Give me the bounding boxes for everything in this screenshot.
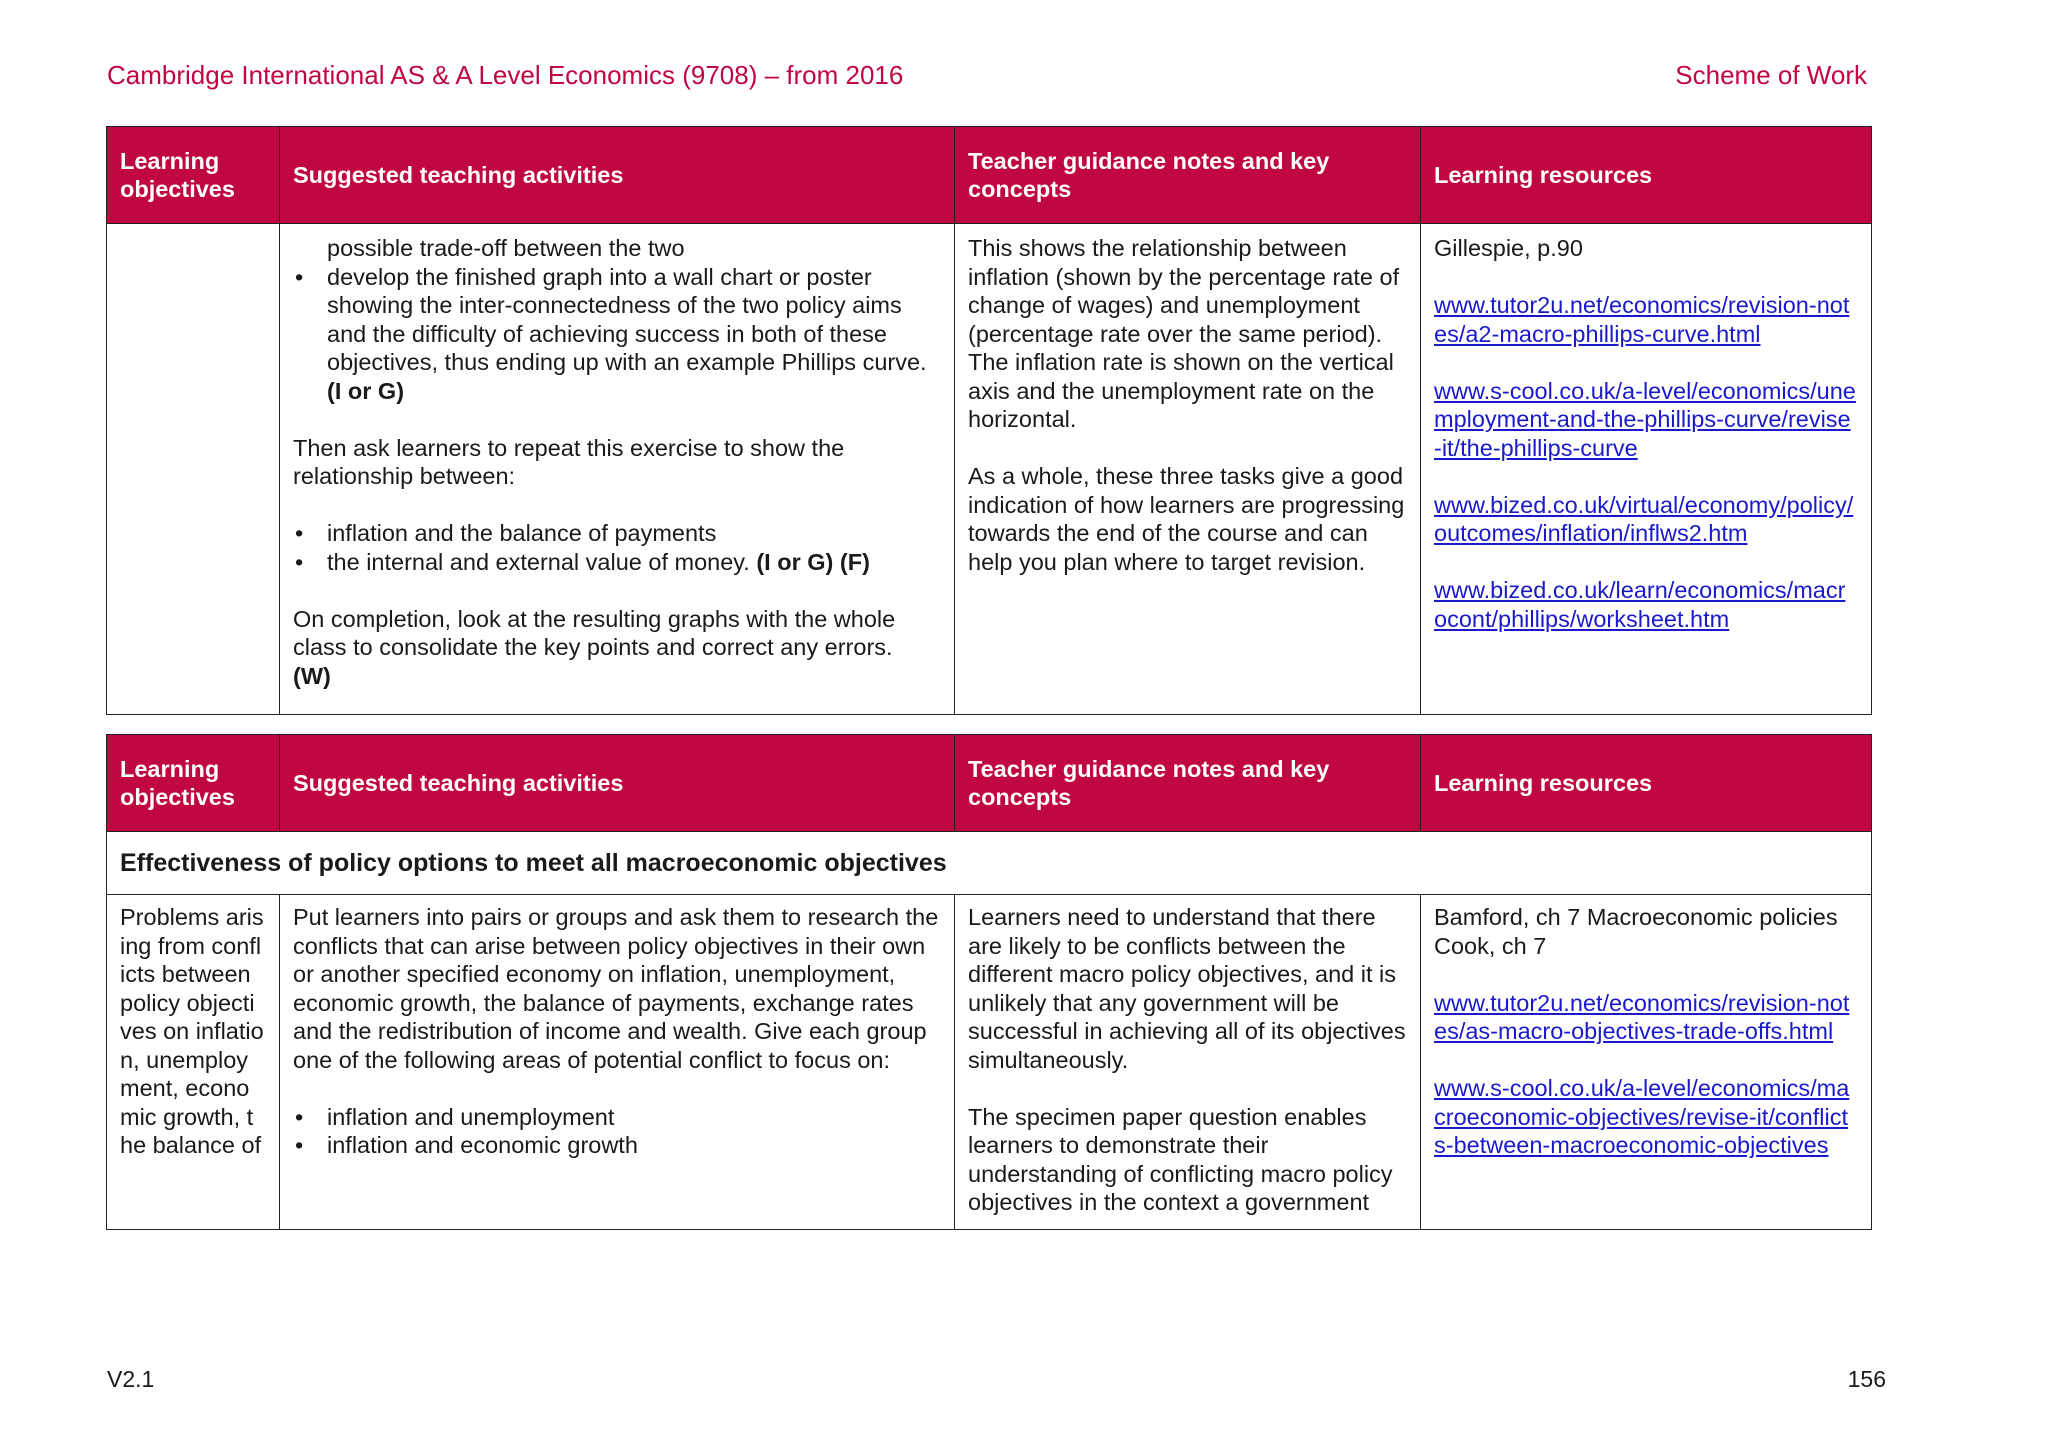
header-guidance-notes: Teacher guidance notes and key concepts	[955, 735, 1421, 832]
activities-cell	[280, 895, 955, 1230]
activity-paragraph: Then ask learners to repeat this exercise to show the relationship between:	[293, 434, 845, 489]
resource-link-tutor2u[interactable]: www.tutor2u.net/economics/revision-notes/as-macro-objectives-trade-offs.html	[1434, 989, 1850, 1044]
document-title: Cambridge International AS & A Level Economics (9708) – from 2016	[107, 60, 904, 90]
table-row	[107, 895, 1872, 1230]
header-learning-objectives: Learning objectives	[107, 127, 280, 224]
resources-cell	[1421, 224, 1872, 715]
guidance-paragraph: The specimen paper question enables learners to demonstrate their understanding of conflicting macro policy objectives in the context a government	[968, 1103, 1393, 1215]
list-item: • inflation and the balance of payments	[293, 519, 941, 548]
guidance-cell	[955, 895, 1421, 1230]
list-item: • inflation and unemployment	[293, 1103, 941, 1132]
table-row	[107, 224, 1872, 715]
header-guidance-notes: Teacher guidance notes and key concepts	[955, 127, 1421, 224]
grouping-tag: (I or G) (F)	[756, 548, 870, 575]
list-item: • develop the finished graph into a wall chart or poster showing the inter-connectedness of the two policy aims and the difficulty of achieving success in both of these objectives, thus ending up with an example Phillips curve. (I or G)	[293, 263, 941, 406]
resource-book: Gillespie, p.90	[1434, 235, 1583, 261]
resource-link-scool[interactable]: www.s-cool.co.uk/a-level/economics/macroeconomic-objectives/revise-it/conflicts-between-macroeconomic-objectives	[1434, 1075, 1850, 1158]
resource-book: Cook, ch 7	[1434, 932, 1547, 959]
learning-objective: Problems arising from conflicts between policy objectives on inflation, unemployment, economic growth, the balance of	[120, 904, 264, 1158]
page-number: 156	[1847, 1366, 1886, 1392]
resources-cell	[1421, 895, 1872, 1230]
resource-link-bized-virtual[interactable]: www.bized.co.uk/virtual/economy/policy/outcomes/inflation/inflws2.htm	[1434, 491, 1854, 546]
table-header-row	[107, 735, 1872, 832]
section-title: Effectiveness of policy options to meet all macroeconomic objectives	[107, 832, 1872, 895]
grouping-tag: (I or G)	[327, 377, 405, 404]
resource-link-bized-learn[interactable]: www.bized.co.uk/learn/economics/macrocont/phillips/worksheet.htm	[1434, 577, 1846, 632]
grouping-tag: (W)	[293, 662, 331, 689]
activities-cell	[280, 224, 955, 715]
activity-paragraph: Put learners into pairs or groups and ask them to research the conflicts that can arise between policy objectives in their own or another specified economy on inflation, unemployment, economic growth, the balance of payments, exchange rates and the redistribution of income and wealth. Give each group one of the following areas of potential conflict to focus on:	[293, 904, 939, 1073]
activity-list	[293, 263, 941, 406]
resource-link-scool[interactable]: www.s-cool.co.uk/a-level/economics/unemployment-and-the-phillips-curve/revise-it/the-phillips-curve	[1434, 377, 1856, 461]
activity-list	[293, 1103, 941, 1160]
guidance-paragraph: Learners need to understand that there are likely to be conflicts between the different macro policy objectives, and it is unlikely that any government will be successful in achieving all of its objectives simultaneously.	[968, 904, 1406, 1073]
activity-paragraph: On completion, look at the resulting graphs with the whole class to consolidate the key points and correct any errors. (W)	[293, 605, 896, 689]
table-header-row	[107, 127, 1872, 224]
document-section: Scheme of Work	[1675, 60, 1867, 90]
objectives-cell	[107, 895, 280, 1230]
objectives-cell	[107, 224, 280, 715]
activity-list	[293, 519, 941, 576]
resource-link-tutor2u[interactable]: www.tutor2u.net/economics/revision-notes/a2-macro-phillips-curve.html	[1434, 292, 1850, 347]
header-teaching-activities: Suggested teaching activities	[280, 735, 955, 832]
list-item: • the internal and external value of money. (I or G) (F)	[293, 548, 941, 577]
guidance-cell	[955, 224, 1421, 715]
section-row	[107, 832, 1872, 895]
header-learning-objectives: Learning objectives	[107, 735, 280, 832]
scheme-table-2	[106, 734, 1872, 1230]
header-learning-resources: Learning resources	[1421, 735, 1872, 832]
guidance-paragraph: This shows the relationship between inflation (shown by the percentage rate of change of wages) and unemployment (percentage rate over the same period). The inflation rate is shown on the vertical axis and the unemployment rate on the horizontal.	[968, 235, 1400, 432]
list-item: • inflation and economic growth	[293, 1131, 941, 1160]
scheme-table-1	[106, 126, 1872, 715]
header-teaching-activities: Suggested teaching activities	[280, 127, 955, 224]
resource-book: Bamford, ch 7 Macroeconomic policies	[1434, 904, 1838, 930]
activity-continued-text: possible trade-off between the two	[327, 235, 685, 261]
guidance-paragraph: As a whole, these three tasks give a good indication of how learners are progressing towards the end of the course and can help you plan where to target revision.	[968, 463, 1405, 575]
header-learning-resources: Learning resources	[1421, 127, 1872, 224]
document-version: V2.1	[107, 1366, 155, 1392]
